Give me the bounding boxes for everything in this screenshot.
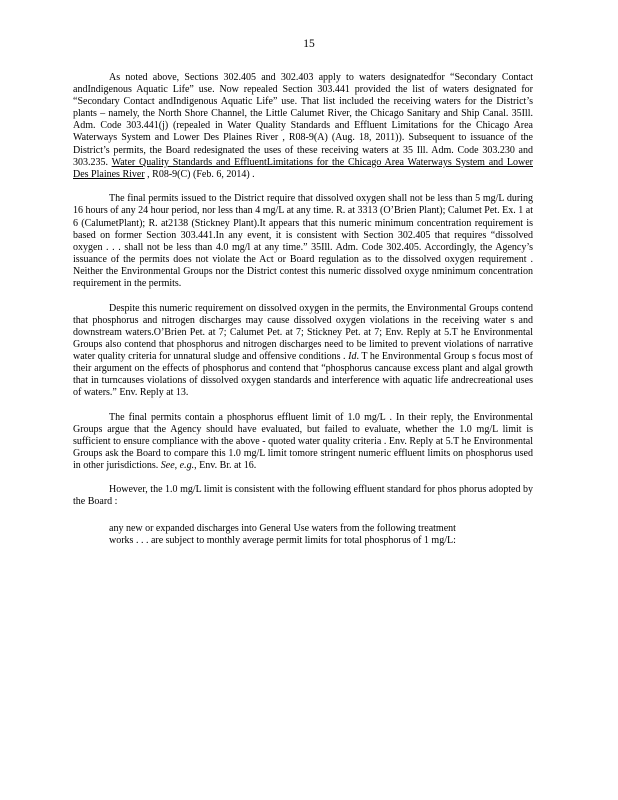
eg-signal: e.g. <box>179 460 195 472</box>
paragraph-text: However, the 1.0 mg/L limit is consistent with the following effluent standard for phos phorus adopted by the Board : <box>73 484 533 508</box>
id-citation: Id <box>348 350 357 362</box>
page-number: 15 <box>303 38 315 50</box>
see-signal: See <box>160 460 175 472</box>
paragraph-text: , Env. Br. at 16. <box>194 460 257 472</box>
paragraph-water-designations <box>73 72 533 181</box>
paragraph-text: As noted above, Sections 302.405 and 302.403 apply to waters designatedfor “Secondary Contact andIndigenous Aquatic Life” use. Now repealed Section 303.441 provided the list of waters designated for “Secondary Contact andIndigenous Aquatic Life” use. That list included the receiving waters for the District’s plants – namely, the North Shore Channel, the Little Calumet River, the Chicago Sanitary and Ship Canal. 35Ill. Adm. Code 303.441(j) (repealed in Water Quality Standards and Effluent Limitations for the Chicago Area Waterways System and Lower Des Plaines River , R08-9(A) (Aug. 18, 2011)). Subsequent to issuance of the District’s permits, the Board redesignated the uses of these receiving waters at 35 Ill. Adm. Code 303.230 and 303.235. <box>73 72 533 168</box>
paragraph-text: . T he Environmental Group s focus most of their argument on the effects of phosphorus and contend that “phosphorus cancause excess plant and algal growth that in turncauses violations of dissolved oxygen standards and interference with aquatic life andrecreational uses of waters.” Env. Reply at 13. <box>73 350 533 399</box>
paragraph-text: Despite this numeric requirement on dissolved oxygen in the permits, the Environmental Groups contend that phosphorus and nitrogen discharges may cause dissolved oxygen violations in the receiving water s and downstream waters.O’Brien Pet. at 7; Calumet Pet. at 7; Stickney Pet. at 7; Env. Reply at 5.T he Environmental Groups also contend that phosphorus and nitrogen discharges need to be limited to prevent violations of narrative water quality criteria for unnatural sludge and offensive conditions . <box>73 302 533 362</box>
paragraph-however <box>73 484 533 508</box>
paragraph-phosphorus-limit <box>73 412 533 472</box>
paragraph-text: The final permits contain a phosphorus effluent limit of 1.0 mg/L . In their reply, the Environmental Groups argue that the Agency should have evaluated, but failed to evaluate, whether the 1.0 mg/L limit is sufficient to ensure compliance with the above - quoted water quality criteria . Env. Reply at 5.T he Environmental Groups ask the Board to compare this 1.0 mg/L limit tomore stringent numeric effluent limits on phosphorus used in other jurisdictions. <box>73 411 533 472</box>
paragraph-environmental-groups <box>73 303 533 400</box>
paragraph-text: The final permits issued to the District require that dissolved oxygen shall not be less than 5 mg/L during 16 hours of any 24 hour period, nor less than 4 mg/L at any time. R. at 3313 (O’Brien Plant); Calumet Pet. Ex. 1 at 6 (CalumetPlant); R. at2138 (Stickney Plant).It appears that this numeric minimum concentration requirement is based on former Section 303.441.In any event, it is consistent with Section 302.405 that requires “dissolved oxygen . . . shall not be less than 4.0 mg/l at any time.” 35Ill. Adm. Code 302.405. Accordingly, the Agency’s issuance of the permits does not violate the Act or Board regulation as to the dissolved oxygen requirement . Neither the Environmental Groups nor the District contest this numeric dissolved oxyge nminimum concentration requirement in the permits. <box>73 193 533 289</box>
paragraph-dissolved-oxygen <box>73 193 533 290</box>
paragraph-text: , <box>174 460 180 472</box>
rulemaking-citation-title: Water Quality Standards and EffluentLimitations for the Chicago Area Waterways System and Lower Des Plaines River <box>73 156 533 180</box>
document-body <box>73 72 533 547</box>
paragraph-text: , R08-9(C) (Feb. 6, 2014) . <box>144 168 255 180</box>
block-quote: any new or expanded discharges into General Use waters from the following treatment works . . . are subject to monthly average permit limits for total phosphorus of 1 mg/L: <box>109 522 456 546</box>
